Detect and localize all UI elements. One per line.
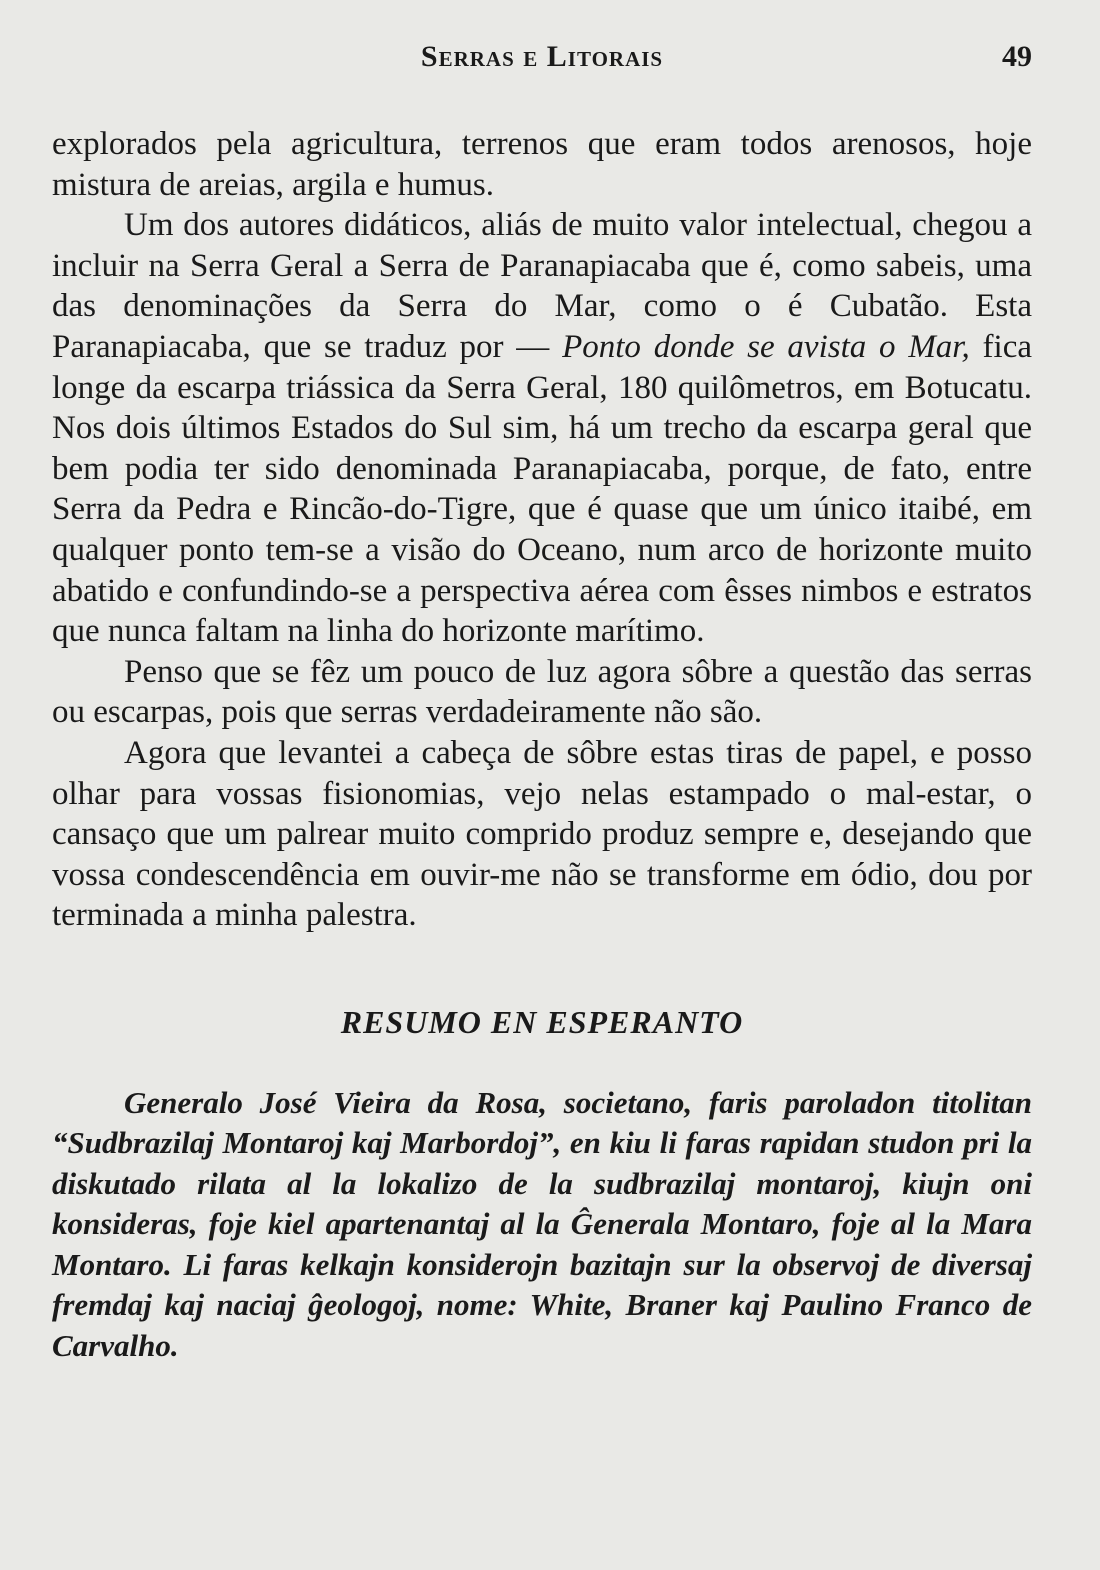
- section-heading: RESUMO EN ESPERANTO: [340, 1003, 744, 1040]
- italic-translation: Ponto donde se avista o Mar,: [562, 328, 970, 365]
- paragraph-serras-escarpas: Penso que se fêz um pouco de luz agora sôbre a questão das serras ou escarpas, pois que serras verdadeiramente não são.: [52, 653, 1032, 731]
- page-number: 49: [1002, 40, 1032, 73]
- page-header: [52, 0, 1032, 100]
- paragraph-text: Um dos autores didáticos, aliás de muito valor intelectual, chegou a incluir na Serra Geral a Serra de Paranapiacaba que é, como sabeis, uma das denominações da Serra do Mar, como o é Cubatão. Esta Paranapiacaba, que se traduz por —: [52, 207, 1032, 365]
- paragraph-text: fica longe da escarpa triássica da Serra Geral, 180 quilômetros, em Botucatu. Nos dois últimos Estados do Sul sim, há um trecho da escarpa geral que bem podia ter sido denominada Paranapiacaba, porque, de fato, entre Serra da Pedra e Rincão-do-Tigre, que é quase que um único itaibé, em qualquer ponto tem-se a visão do Oceano, num arco de horizonte muito abatido e confundindo-se a perspectiva aérea com êsses nimbos e estratos que nunca faltam na linha do horizonte marítimo.: [52, 328, 1032, 650]
- paragraph-closing: Agora que levantei a cabeça de sôbre estas tiras de papel, e posso olhar para vossas fisionomias, vejo nelas estampado o mal-estar, o cansaço que um palrear muito comprido produz sempre e, desejando que vossa condescendência em ouvir-me não se transforme em ódio, dou por terminada a minha palestra.: [52, 734, 1032, 934]
- paragraph-continuation: explorados pela agricultura, terrenos que eram todos arenosos, hoje mistura de areias, argila e humus.: [52, 126, 1032, 203]
- running-title: Serras e Litorais: [420, 40, 664, 73]
- esperanto-summary: Generalo José Vieira da Rosa, societano, faris paroladon titolitan “Sudbrazilaj Montaroj kaj Marbordoj”, en kiu li faras rapidan studon pri la diskutado rilata al la lokalizo de la sudbrazilaj montaroj, kiujn oni konsideras, foje kiel apartenantaj al la Ĝenerala Montaro, foje al la Mara Montaro. Li faras kelkajn konsiderojn bazitajn sur la observoj de diversaj fremdaj kaj naciaj ĝeologoj, nome: White, Braner kaj Paulino Franco de Carvalho.: [52, 1084, 1032, 1363]
- body-text: [52, 124, 1032, 936]
- paragraph-paranapiacaba: [52, 205, 1032, 652]
